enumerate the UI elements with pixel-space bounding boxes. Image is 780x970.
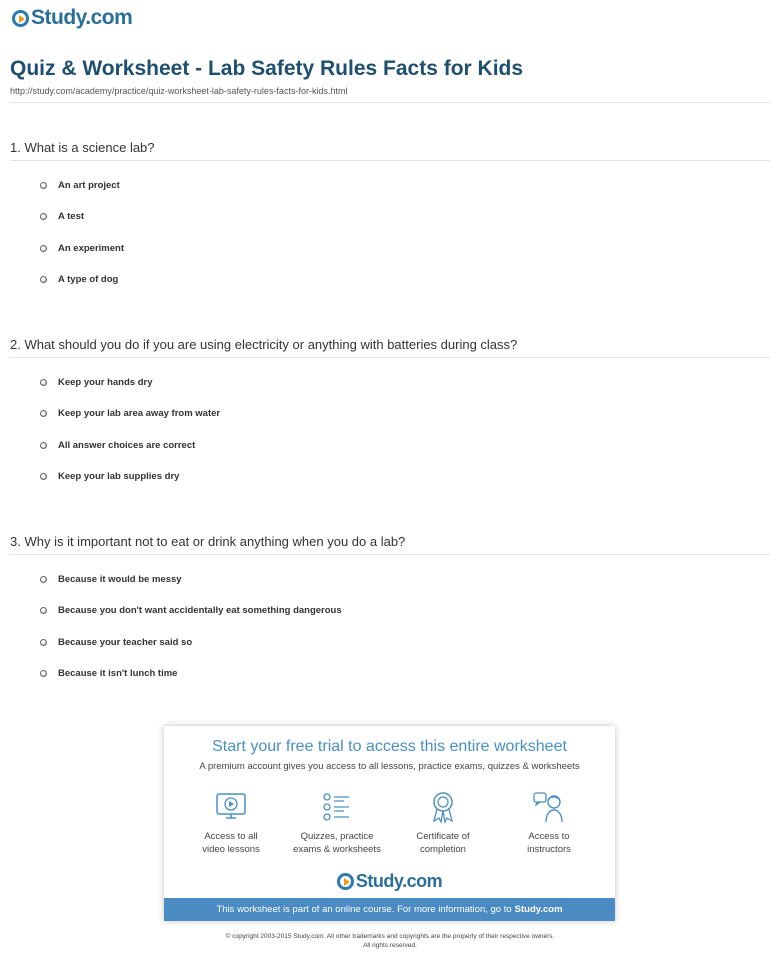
bar-text: This worksheet is part of an online course. For more information, go to: [216, 904, 512, 915]
feature-certificate: [393, 790, 493, 856]
answer-option[interactable]: [40, 574, 182, 585]
option-label: Keep your lab area away from water: [58, 408, 221, 419]
radio-button[interactable]: [40, 639, 47, 646]
study-link[interactable]: Study.com: [514, 904, 563, 915]
option-label: All answer choices are correct: [58, 440, 196, 451]
feature-video-lessons: [181, 790, 281, 856]
answer-option[interactable]: [40, 440, 195, 451]
study-play-icon: [12, 10, 29, 27]
question-3: 3. Why is it important not to eat or drink anything when you do a lab?: [10, 534, 406, 549]
radio-button[interactable]: [40, 442, 47, 449]
promo-subhead: A premium account gives you access to all lessons, practice exams, quizzes & worksheets: [199, 761, 580, 772]
divider: [10, 357, 770, 358]
answer-option[interactable]: [40, 274, 118, 285]
answer-option[interactable]: [40, 180, 120, 191]
option-label: A test: [58, 211, 85, 222]
answer-option[interactable]: [40, 668, 177, 679]
answer-option[interactable]: [40, 377, 153, 388]
divider: [10, 554, 770, 555]
radio-button[interactable]: [40, 276, 47, 283]
promo-study-logo[interactable]: [164, 871, 615, 892]
feature-label: Quizzes, practice exams & worksheets: [293, 831, 381, 855]
copyright-line: All rights reserved.: [363, 942, 417, 949]
option-label: Because your teacher said so: [58, 637, 193, 648]
feature-label: Access to all video lessons: [202, 831, 260, 855]
answer-option[interactable]: [40, 605, 342, 616]
option-label: An experiment: [58, 243, 124, 254]
course-info-bar: [164, 898, 615, 921]
copyright: [0, 932, 780, 950]
answer-option[interactable]: [40, 637, 192, 648]
promo-headline[interactable]: Start your free trial to access this entire worksheet: [212, 738, 567, 755]
option-label: Because it would be messy: [58, 574, 182, 585]
option-label: Keep your hands dry: [58, 377, 153, 388]
radio-button[interactable]: [40, 379, 47, 386]
feature-quizzes: [287, 790, 387, 856]
answer-option[interactable]: [40, 243, 124, 254]
free-trial-promo: [164, 726, 615, 921]
radio-button[interactable]: [40, 410, 47, 417]
radio-button[interactable]: [40, 473, 47, 480]
feature-label: Certificate of completion: [416, 831, 470, 855]
radio-button[interactable]: [40, 213, 47, 220]
option-label: Because it isn't lunch time: [58, 668, 178, 679]
quiz-list-icon: [320, 790, 354, 824]
question-2: 2. What should you do if you are using electricity or anything with batteries during class?: [10, 337, 518, 352]
study-logo[interactable]: [12, 6, 132, 30]
video-lesson-icon: [214, 790, 248, 824]
divider: [10, 102, 770, 103]
option-label: Keep your lab supplies dry: [58, 471, 180, 482]
study-play-icon: [337, 873, 354, 890]
option-label: An art project: [58, 180, 120, 191]
answer-option[interactable]: [40, 471, 179, 482]
option-label: Because you don't want accidentally eat something dangerous: [58, 605, 342, 616]
copyright-line: © copyright 2003-2015 Study.com. All other trademarks and copyrights are the property of their respective owners.: [225, 933, 555, 940]
page-url: http://study.com/academy/practice/quiz-worksheet-lab-safety-rules-facts-for-kids.html: [10, 86, 348, 96]
radio-button[interactable]: [40, 182, 47, 189]
option-label: A type of dog: [58, 274, 119, 285]
answer-option[interactable]: [40, 211, 84, 222]
radio-button[interactable]: [40, 607, 47, 614]
radio-button[interactable]: [40, 245, 47, 252]
feature-instructors: [499, 790, 599, 856]
question-1: 1. What is a science lab?: [10, 140, 155, 155]
logo-text: Study.com: [31, 6, 133, 29]
instructor-icon: [532, 790, 566, 824]
page-title: Quiz & Worksheet - Lab Safety Rules Facts for Kids: [10, 57, 524, 80]
radio-button[interactable]: [40, 670, 47, 677]
certificate-icon: [426, 790, 460, 824]
radio-button[interactable]: [40, 576, 47, 583]
logo-text: Study.com: [355, 871, 443, 891]
feature-label: Access to instructors: [527, 831, 571, 855]
divider: [10, 160, 770, 161]
answer-option[interactable]: [40, 408, 220, 419]
